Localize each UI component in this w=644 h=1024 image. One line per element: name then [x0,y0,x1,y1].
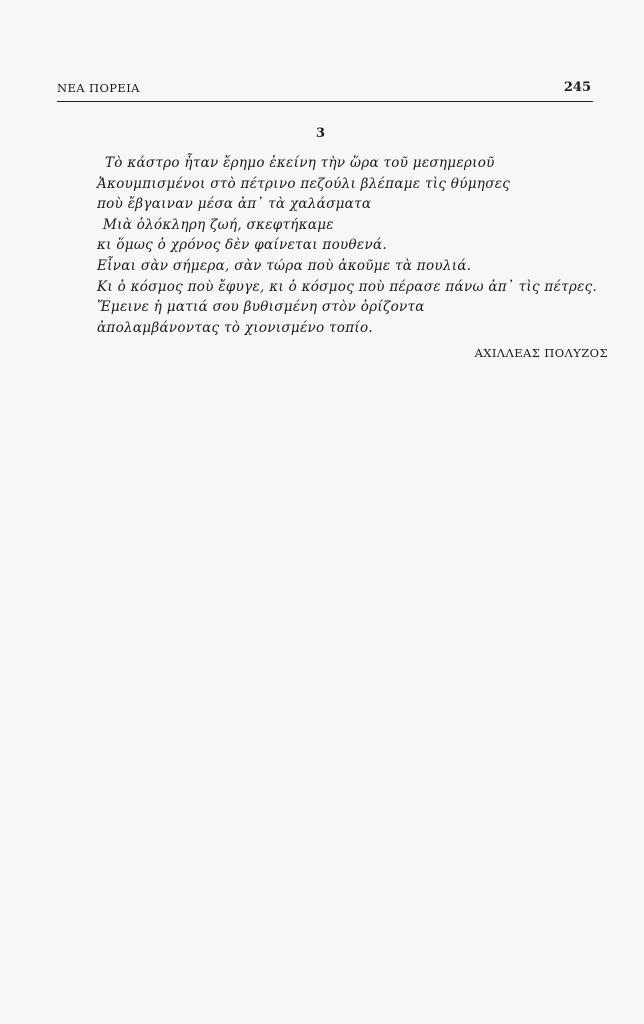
poem-line: Ἀκουμπισμένοι στὸ πέτρινο πεζούλι βλέπαμε τὶς θύμησες [97,175,511,192]
poem-body [97,153,597,338]
page-number: 245 [563,80,591,95]
poem-line: κι ὅμως ὁ χρόνος δὲν φαίνεται πουθενά. [97,237,387,254]
poem-line: ἀπολαμβάνοντας τὸ χιονισμένο τοπίο. [97,319,373,336]
poem-line: Ἔμεινε ἡ ματιά σου βυθισμένη στὸν ὁρίζοντα [97,299,425,316]
poem-line: Τὸ κάστρο ἦταν ἔρημο ἐκείνη τὴν ὥρα τοῦ μεσημεριοῦ [105,155,495,171]
poem-line: Εἶναι σὰν σήμερα, σὰν τώρα ποὺ ἀκοῦμε τὰ πουλιά. [97,257,472,274]
author-signature: ΑΧΙΛΛΕΑΣ ΠΟΛΥΖΟΣ [474,346,608,360]
poem-line: Κι ὁ κόσμος ποὺ ἔφυγε, κι ὁ κόσμος ποὺ πέρασε πάνω ἀπ᾽ τὶς πέτρες. [97,278,598,295]
section-number: 3 [316,126,326,141]
header-rule [57,101,593,102]
poem-line: Μιὰ ὁλόκληρη ζωή, σκεφτήκαμε [103,216,334,233]
journal-title: ΝΕΑ ΠΟΡΕΙΑ [57,81,140,95]
running-head [57,81,593,101]
poem-line: ποὺ ἔβγαιναν μέσα ἀπ᾽ τὰ χαλάσματα [97,196,372,213]
